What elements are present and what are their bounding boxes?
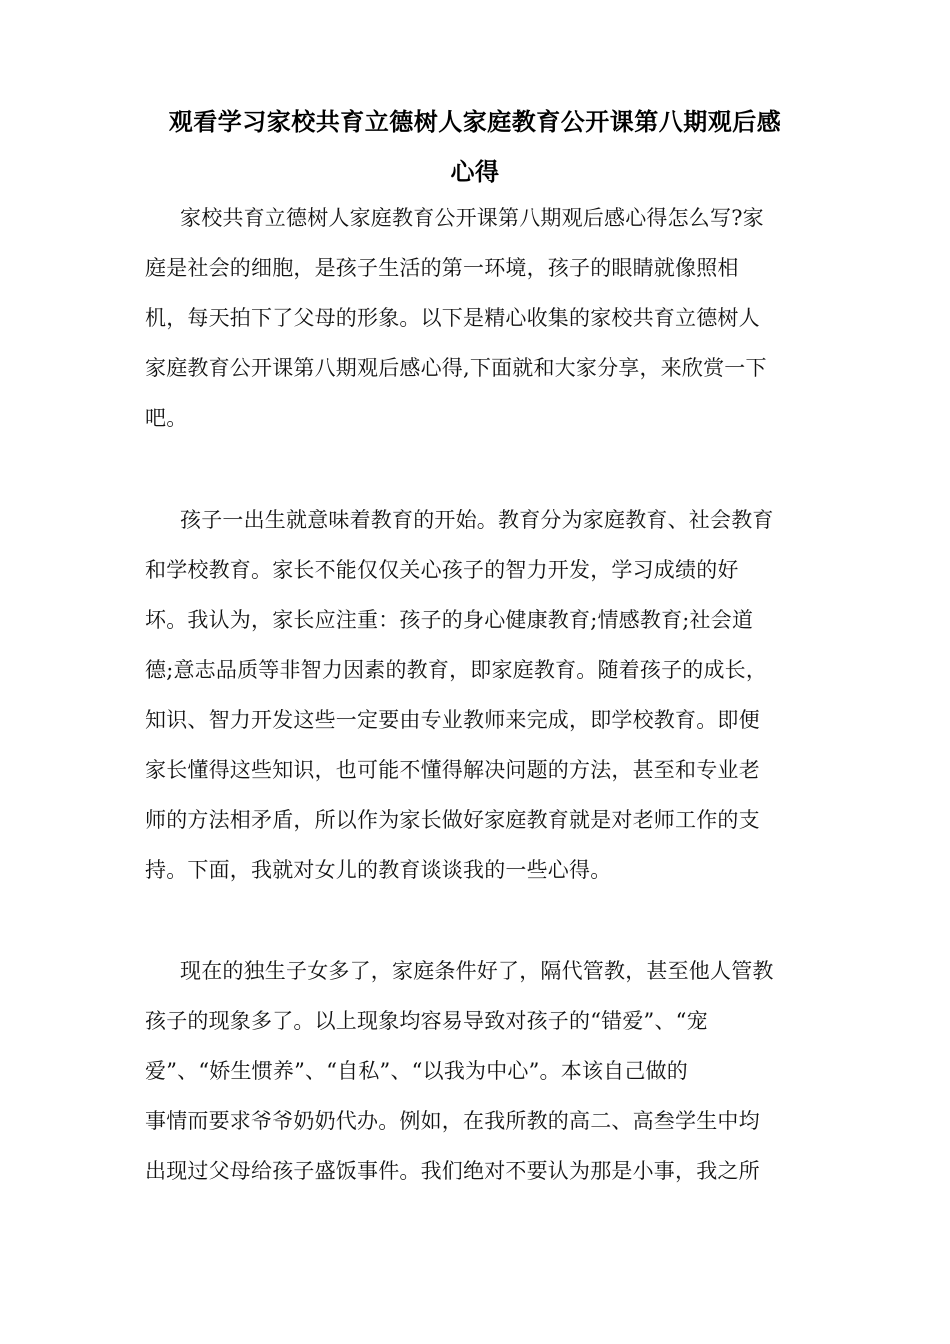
paragraph-line: 孩子的现象多了。以上现象均容易导致对孩子的“错爱”、“宠 <box>145 1009 708 1033</box>
paragraph-line: 持。下面，我就对女儿的教育谈谈我的一些心得。 <box>145 858 612 882</box>
paragraph-line: 机，每天拍下了父母的形象。以下是精心收集的家校共育立德树人 <box>145 306 760 330</box>
paragraph-line: 家校共育立德树人家庭教育公开课第八期观后感心得怎么写?家 <box>180 206 764 230</box>
paragraph-line: 知识、智力开发这些一定要由专业教师来完成，即学校教育。即便 <box>145 708 760 732</box>
paragraph-line: 师的方法相矛盾，所以作为家长做好家庭教育就是对老师工作的支 <box>145 808 760 832</box>
paragraph-line: 家庭教育公开课第八期观后感心得,下面就和大家分享，来欣赏一下 <box>145 356 767 380</box>
document-title-line-1: 观看学习家校共育立德树人家庭教育公开课第八期观后感 <box>168 107 782 136</box>
paragraph-line: 和学校教育。家长不能仅仅关心孩子的智力开发，学习成绩的好 <box>145 558 739 582</box>
document-title-line-2: 心得 <box>450 157 500 186</box>
paragraph-line: 现在的独生子女多了，家庭条件好了，隔代管教，甚至他人管教 <box>180 959 774 983</box>
paragraph-line: 坏。我认为，家长应注重：孩子的身心健康教育;情感教育;社会道 <box>145 608 754 632</box>
paragraph-line: 吧。 <box>145 406 188 430</box>
paragraph-line: 爱”、“娇生惯养”、“自私”、“以我为中心”。本该自己做的 <box>145 1059 688 1083</box>
paragraph-line: 庭是社会的细胞，是孩子生活的第一环境，孩子的眼睛就像照相 <box>145 256 739 280</box>
paragraph-line: 孩子一出生就意味着教育的开始。教育分为家庭教育、社会教育 <box>180 508 774 532</box>
paragraph-line: 家长懂得这些知识，也可能不懂得解决问题的方法，甚至和专业老 <box>145 758 760 782</box>
paragraph-line: 事情而要求爷爷奶奶代办。例如，在我所教的高二、高叁学生中均 <box>145 1109 760 1133</box>
paragraph-line: 出现过父母给孩子盛饭事件。我们绝对不要认为那是小事，我之所 <box>145 1159 760 1183</box>
paragraph-line: 德;意志品质等非智力因素的教育，即家庭教育。随着孩子的成长， <box>145 658 768 682</box>
